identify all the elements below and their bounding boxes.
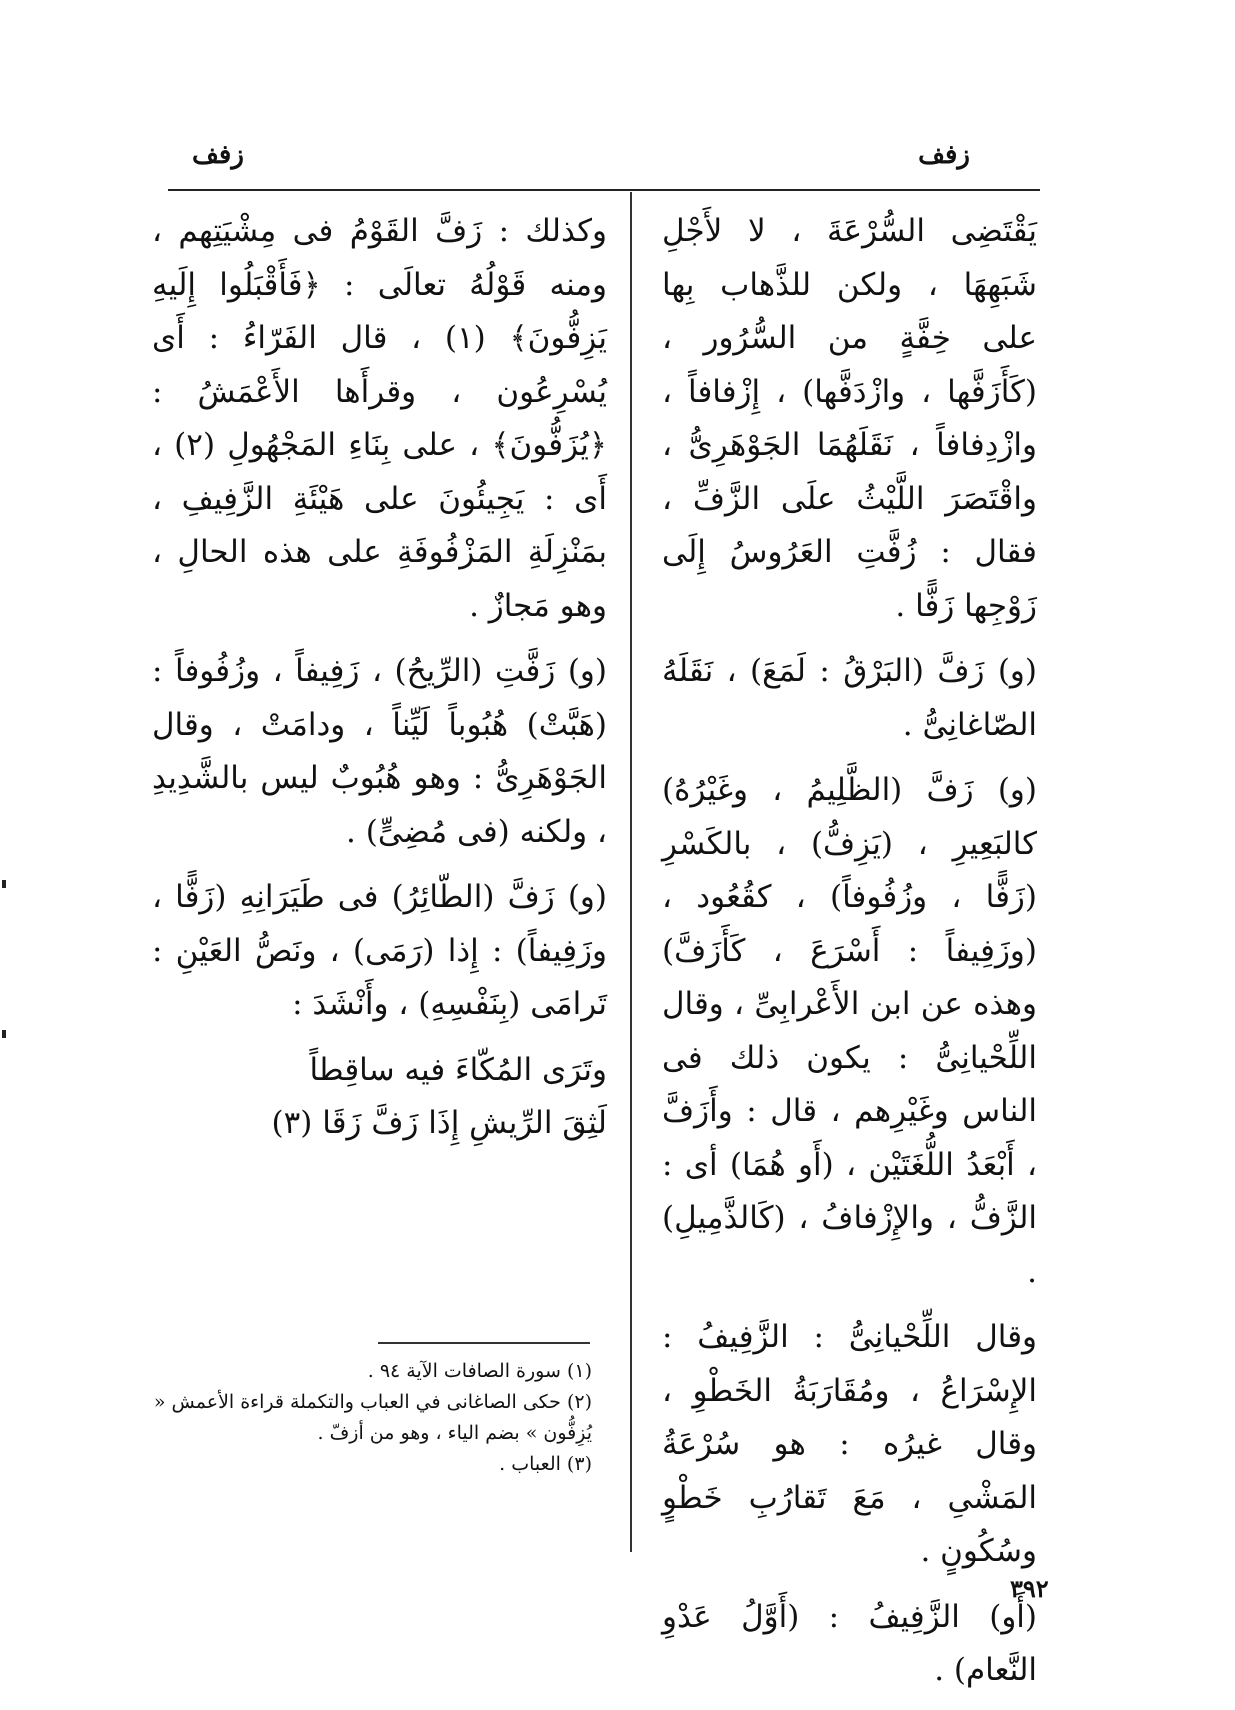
footnote-rule <box>378 1342 590 1344</box>
running-header-right: زفف <box>918 140 970 170</box>
paragraph: يَقْتَضِى السُّرْعَةَ ، لا لأَجْلِ شَبَهِهَا ، ولكن للذَّهاب بِها على خِفَّةٍ من السُّرُور ، (كَأَزَفَّها ، وازْدَفَّها) ، إِزْفافاً ، وازْدِفافاً ، نَقَلَهُمَا الجَوْهَرِىُّ ، واقْتَصَرَ اللَّيْثُ علَى الزَّفِّ ، فقال : زُفَّتِ العَرُوسُ إِلَى زَوْجِها زَفًّا . <box>662 213 1037 624</box>
running-header-left: زفف <box>192 140 244 170</box>
footnote: (٣) العباب . <box>499 1453 592 1475</box>
footnotes <box>152 1356 592 1480</box>
verse-line-2: لَثِقَ الرِّيشِ إِذَا زَفَّ زَقَا (٣) <box>271 1105 607 1141</box>
footnote: (٢) حكى الصاغانى في العباب والتكملة قراءة الأعمش « يُزِفُّون » بضم الياء ، وهو من أزفّ . <box>153 1391 592 1444</box>
scan-mark <box>2 1030 6 1038</box>
paragraph: وقال اللِّحْيانِىُّ : الزَّفِيفُ : الإِسْرَاعُ ، ومُقَارَبَةُ الخَطْوِ ، وقال غيرُه : هو سُرْعَةُ المَشْىِ ، مَعَ تَقارُبِ خَطْوٍ وسُكُونٍ . <box>662 1319 1037 1569</box>
paragraph: وكذلك : زَفَّ القَوْمُ فى مِشْيَتِهم ، ومنه قَوْلُهُ تعالَى : ﴿فَأَقْبَلُوا إِلَيهِ يَزِفُّونَ﴾ (١) ، قال الفَرّاءُ : أَى يُسْرِعُون ، وقرأَها الأَعْمَشُ : ﴿يُزَفُّونَ﴾ ، على بِنَاءِ المَجْهُولِ (٢) ، أَى : يَجِيئُونَ على هَيْئَةِ الزَّفِيفِ ، بمَنْزِلَةِ المَزْفُوفَةِ على هذه الحالِ ، وهو مَجازٌ . <box>152 213 607 624</box>
paragraph: (و) زَفَّ (الظَّلِيمُ ، وغَيْرُهُ) كالبَعِيرِ ، (يَزِفُّ) ، بالكَسْرِ (زَفًّا ، وزُفُوفاً) ، كقُعُود ، (وزَفِيفاً : أَسْرَعَ ، كَأَزَفَّ) وهذه عن ابن الأَعْرابِىِّ ، وقال اللِّحْيانِىُّ : يكون ذلك فى الناس وغَيْرِهم ، قال : وأَزَفَّ ، أَبْعَدُ اللُّغَتَيْن ، (أَو هُمَا) أى : الزَّفُّ ، والإِزْفافُ ، (كَالذَّمِيلِ) . <box>662 772 1037 1290</box>
paragraph: (و) زَفَّ (البَرْقُ : لَمَعَ) ، نَقَلَهُ الصّاغانِىُّ . <box>662 653 1037 743</box>
paragraph: (أَو) الزَّفِيفُ : (أَوَّلُ عَدْوِ النَّعام) . <box>662 1598 1037 1688</box>
footnote: (١) سورة الصافات الآية ٩٤ . <box>367 1360 592 1382</box>
scan-mark <box>2 880 6 888</box>
page-header <box>150 140 1040 180</box>
right-column <box>662 205 1037 1710</box>
header-rule <box>168 189 1040 191</box>
column-divider <box>630 192 632 1552</box>
page-number: ٣٩٢ <box>1010 1574 1049 1603</box>
paragraph: (و) زَفَّ (الطّائِرُ) فى طَيَرَانِهِ (زَفًّا ، وزَفِيفاً) : إِذا (رَمَى) ، ونَصُّ العَيْنِ : تَرامَى (بِنَفْسِهِ) ، وأَنْشَدَ : <box>152 879 607 1022</box>
paragraph: (و) زَفَّتِ (الرِّيحُ) ، زَفِيفاً ، وزُفُوفاً : (هَبَّتْ) هُبُوباً لَيِّناً ، ودامَتْ ، وقال الجَوْهَرِىُّ : وهو هُبُوبٌ ليس بالشَّدِيدِ ، ولكنه (فى مُضِىٍّ) . <box>152 653 607 850</box>
verse-line-1: وتَرَى المُكّاءَ فيه ساقِطاً <box>309 1051 607 1088</box>
left-column <box>152 205 607 1151</box>
